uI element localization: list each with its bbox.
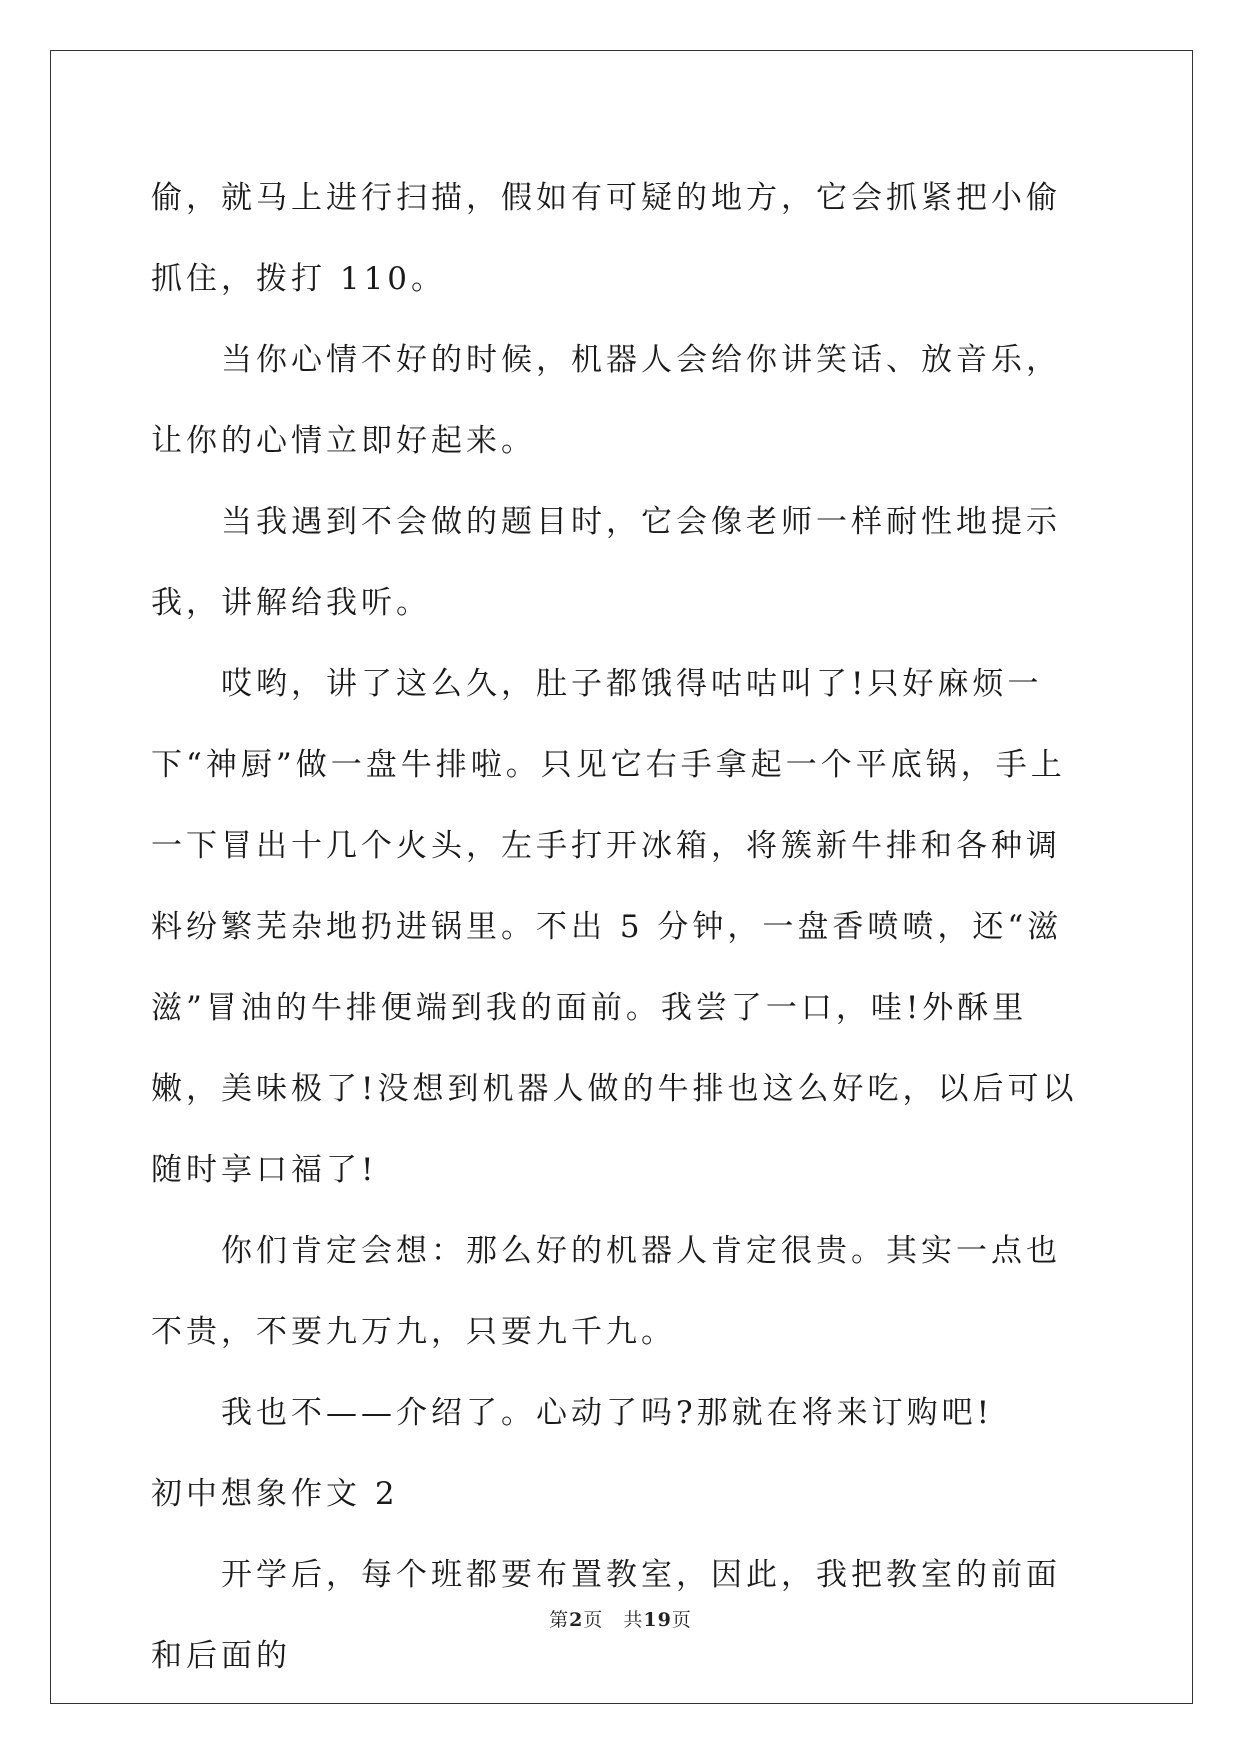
paragraph: 开学后，每个班都要布置教室，因此，我把教室的前面和后面的 <box>151 1557 1061 1674</box>
paragraph: 你们肯定会想：那么好的机器人肯定很贵。其实一点也不贵，不要九万九，只要九千九。 <box>151 1233 1061 1350</box>
page-footer <box>0 1605 1241 1632</box>
footer-total-pages: 19 <box>643 1609 672 1631</box>
paragraph: 当你心情不好的时候，机器人会给你讲笑话、放音乐，让你的心情立即好起来。 <box>151 342 1061 459</box>
footer-page-number: 2 <box>569 1609 584 1631</box>
footer-middle: 页 共 <box>583 1609 644 1631</box>
paragraph: 当我遇到不会做的题目时，它会像老师一样耐性地提示我，讲解给我听。 <box>151 504 1061 621</box>
paragraph: 哎哟，讲了这么久，肚子都饿得咕咕叫了!只好麻烦一下“神厨”做一盘牛排啦。只见它右手拿起一个平底锅，手上一下冒出十几个火头，左手打开冰箱，将簇新牛排和各种调料纷繁芜杂地扔进锅里。不出 5 分钟，一盘香喷喷，还“滋滋”冒油的牛排便端到我的面前。我尝了一口，哇!外酥里嫩，美味极了!没想到机器人做的牛排也这么好吃，以后可以随时享口福了! <box>151 666 1078 1188</box>
footer-suffix: 页 <box>671 1609 692 1631</box>
paragraph: 偷，就马上进行扫描，假如有可疑的地方，它会抓紧把小偷抓住，拨打 110。 <box>151 180 1061 297</box>
document-body <box>151 158 1091 1697</box>
paragraph: 我也不——介绍了。心动了吗?那就在将来订购吧! <box>151 1395 994 1431</box>
section-heading: 初中想象作文 2 <box>151 1476 399 1512</box>
footer-prefix: 第 <box>549 1609 570 1631</box>
